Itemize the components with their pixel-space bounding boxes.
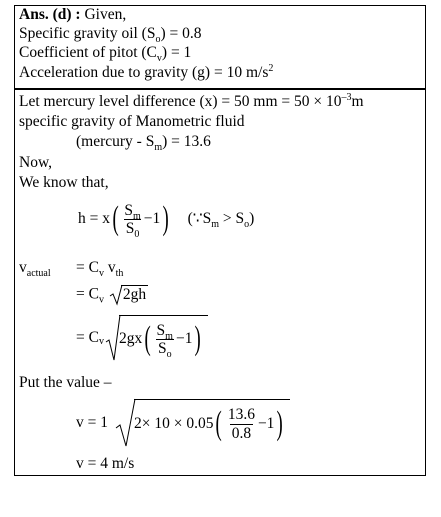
veq3-a: = C [76, 329, 99, 346]
put-value-line: Put the value – [19, 374, 112, 391]
given-sg-value: ) = 0.8 [160, 25, 202, 42]
veq2-sub: v [98, 294, 104, 306]
veq1-a: = C [76, 259, 99, 276]
head-eq-condition [188, 200, 255, 238]
veq2-radicand: 2gh [122, 285, 147, 303]
veq3-num-sub: m [165, 330, 173, 342]
mercury-level-exp: –3 [341, 91, 352, 103]
mercury-sg-value: ) = 13.6 [162, 133, 211, 150]
vsub-minus-one: −1 [257, 415, 275, 432]
answer-line [19, 6, 126, 24]
head-eq-den: S [125, 219, 135, 237]
given-sg-text: Specific gravity oil (S [19, 25, 156, 42]
head-eq-minus-one: −1 [143, 210, 161, 227]
vsub-den: 0.8 [231, 424, 252, 442]
vsub-right-paren: ) [276, 405, 284, 442]
final-result: v = 4 m/s [76, 455, 135, 472]
vsub-product: 2× 10 × 0.05 [134, 415, 214, 432]
right-paren: ) [162, 200, 170, 237]
head-equation [78, 200, 254, 238]
cond-sub2: o [244, 219, 250, 231]
v-actual-v: v [19, 259, 27, 276]
veq3-radicand [119, 315, 208, 362]
manometric-fluid-line: specific gravity of Manometric fluid [19, 113, 245, 130]
mercury-sg-line [76, 133, 211, 154]
head-eq-den-sub: 0 [134, 228, 140, 240]
cond-c: ) [249, 210, 255, 227]
cond-sub1: m [211, 219, 219, 231]
veq3-num: S [156, 321, 166, 339]
mercury-level-text: Let mercury level difference (x) = 50 mm = 50 × 10 [19, 93, 342, 110]
answer-label: Ans. (d) : [19, 6, 81, 23]
given-cv-sub: v [156, 53, 162, 65]
left-paren: ( [112, 200, 119, 237]
given-specific-gravity [19, 25, 202, 46]
veq3-left-paren: ( [144, 320, 151, 357]
head-eq-fraction [122, 201, 142, 240]
now-line: Now, [19, 154, 53, 171]
given-gravity [19, 64, 273, 82]
vsub-left-paren: ( [216, 405, 223, 442]
veq2-a: = C [76, 285, 99, 303]
veq3-den-sub: o [166, 348, 172, 360]
vsub-lhs: v = 1 [76, 414, 108, 431]
mercury-sg-text: (mercury - S [76, 133, 155, 150]
vsub-num: 13.6 [227, 405, 255, 423]
head-eq-num: S [124, 201, 133, 219]
cond-a: (∵S [187, 210, 212, 227]
given-g-text: Acceleration due to gravity (g) = 10 m/s [19, 64, 269, 81]
velocity-eq-3: = C v 2gx ( $\frac{S_m}{S_o}$ −1 ) [76, 314, 208, 362]
head-eq-num-sub: m [132, 210, 141, 222]
veq3-2gx: 2gx [118, 330, 143, 347]
given-cv-text: Coefficient of pitot (C [19, 44, 157, 61]
given-cv-value: ) = 1 [161, 44, 192, 61]
velocity-eq-1 [76, 259, 124, 280]
we-know-line: We know that, [19, 174, 109, 191]
mercury-sg-sub: m [154, 142, 163, 154]
given-pitot-coefficient [19, 44, 192, 65]
v-actual-sub: actual [26, 268, 51, 280]
given-sg-sub: o [155, 34, 161, 46]
mercury-level-unit: m [351, 93, 364, 110]
veq1-sub2: th [115, 268, 124, 280]
given-label: Given, [84, 6, 127, 23]
velocity-substitution [76, 398, 290, 448]
veq3-minus-one: −1 [175, 330, 193, 347]
sqrt-sign-3 [114, 398, 136, 448]
veq1-b: v [103, 259, 116, 276]
given-g-sup: 2 [268, 62, 274, 74]
veq3-right-paren: ) [195, 320, 202, 357]
cond-b: > S [219, 210, 245, 227]
velocity-eq-2 [76, 284, 148, 306]
mercury-level-line [19, 93, 364, 111]
v-actual-label [19, 259, 51, 280]
veq1-sub1: v [98, 268, 104, 280]
vsub-radicand [134, 399, 290, 448]
veq3-den: S [157, 339, 167, 357]
vsub-fraction [226, 406, 257, 443]
head-eq-lhs: h = x [78, 210, 110, 227]
veq3-fraction [155, 321, 175, 360]
